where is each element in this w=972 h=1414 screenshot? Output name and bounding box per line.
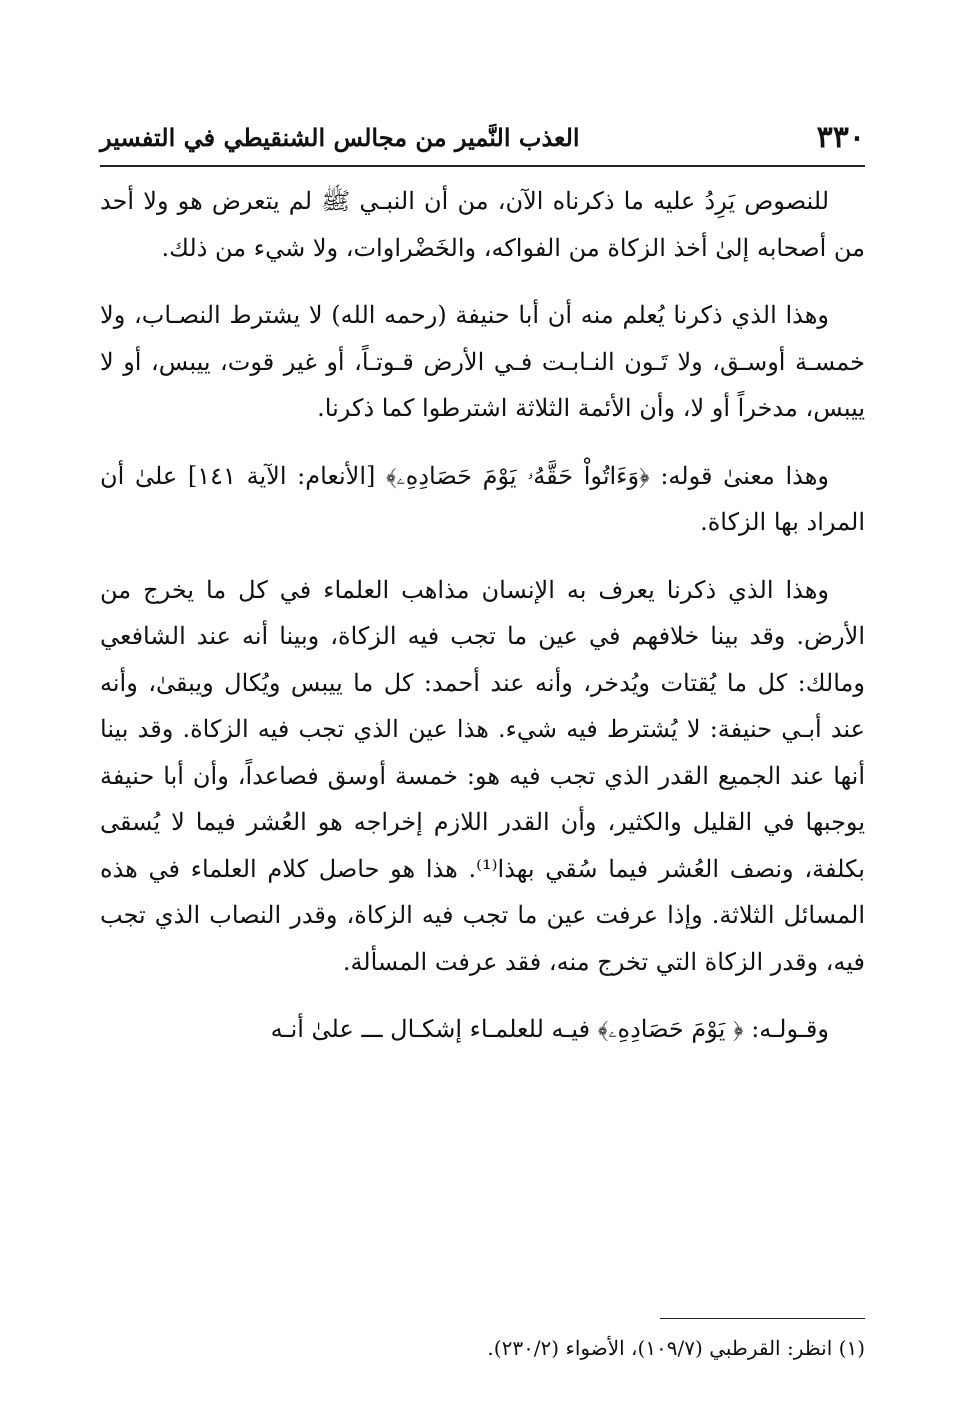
footnote-rule <box>660 1318 865 1319</box>
paragraph: وهذا معنىٰ قوله: ﴿وَءَاتُواْ حَقَّهُۥ يَوْمَ حَصَادِهِۦ﴾ [الأنعام: الآية ١٤١] علىٰ أن المراد بها الزكاة. <box>100 461 865 536</box>
paragraph: وقـولـه: ﴿ يَوْمَ حَصَادِهِۦ﴾ فيـه للعلمـاء إشكـال ـــ علىٰ أنـه <box>270 1015 829 1043</box>
footnote: (١) انظر: القرطبي (١٠٩/٧)، الأضواء (٢٣٠/٢). <box>487 1336 865 1360</box>
book-title: العذب النَّمير من مجالس الشنقيطي في التفسير <box>100 122 580 152</box>
body-text <box>100 178 865 1074</box>
page-number: ٣٣٠ <box>816 119 865 155</box>
paragraph: للنصوص يَرِدُ عليه ما ذكرناه الآن، من أن النبـي ﷺ لم يتعرض هو ولا أحد من أصحابه إلىٰ أخذ الزكاة من الفواكه، والخَضْراوات، ولا شيء من ذلك. <box>100 187 865 262</box>
header-rule <box>100 165 865 167</box>
paragraph: وهذا الذي ذكرنا يعرف به الإنسان مذاهب العلماء في كل ما يخرج من الأرض. وقد بينا خلافهم في عين ما تجب فيه الزكاة، وبينا أنه عند الشافعي ومالك: كل ما يُقتات ويُدخر، وأنه عند أحمد: كل ما ييبس ويُكال ويبقىٰ، وأنه عند أبـي حنيفة: لا يُشترط فيه شيء. هذا عين الذي تجب فيه الزكاة. وقد بينا أنها عند الجميع القدر الذي تجب فيه هو: خمسة أوسق فصاعداً، وأن أبا حنيفة يوجبها في القليل والكثير، وأن القدر اللازم إخراجه هو العُشر فيما لا يُسقى بكلفة، ونصف العُشر فيما سُقي بهذا⁽¹⁾. هذا هو حاصل كلام العلماء في هذه المسائل الثلاثة. وإذا عرفت عين ما تجب فيه الزكاة، وقدر النصاب الذي تجب فيه، وقدر الزكاة التي تخرج منه، فقد عرفت المسألة. <box>100 575 865 976</box>
paragraph: وهذا الذي ذكرنا يُعلم منه أن أبا حنيفة (رحمه الله) لا يشترط النصـاب، ولا خمسـة أوسـق، ولا تَـون النـابـت فـي الأرض قـوتـاً، أو غير قوت، ييبس، أو لا ييبس، مدخراً أو لا، وأن الأئمة الثلاثة اشترطوا كما ذكرنا. <box>100 301 865 422</box>
running-header <box>100 112 865 162</box>
